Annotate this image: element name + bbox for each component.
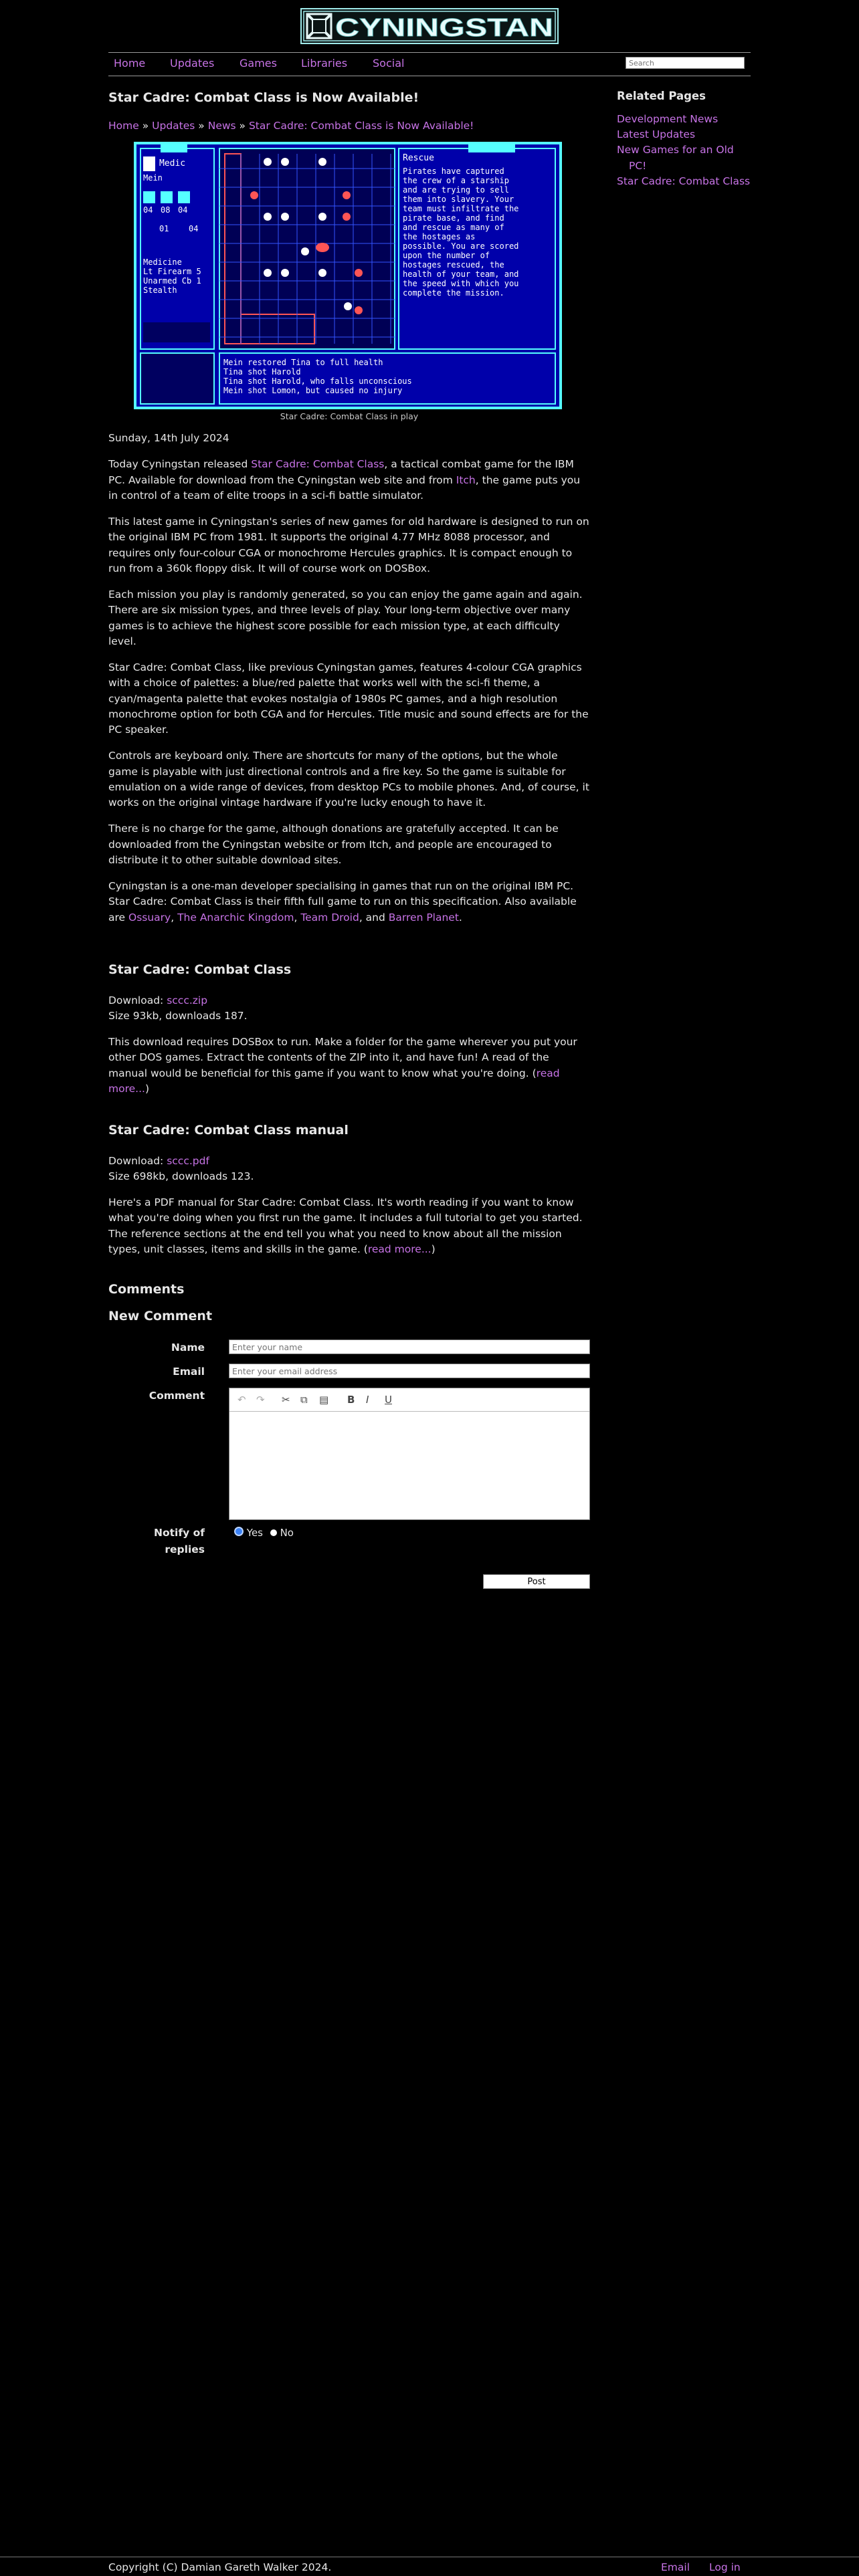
related-link[interactable]: Star Cadre: Combat Class [617,175,751,187]
download-zip-link[interactable]: sccc.zip [167,994,208,1006]
ossuary-link[interactable]: Ossuary [128,911,171,924]
cut-icon[interactable]: ✂ [282,1394,290,1406]
game-screenshot [134,142,562,409]
read-more-link[interactable]: read more... [367,1243,432,1255]
undo-icon[interactable]: ↶ [237,1394,246,1406]
para-text: , a tactical combat game for the IBM PC. Available for download from the Cyningstan web site and from [108,458,574,486]
search-input[interactable] [626,57,745,69]
mission-line-4: them into slavery. Your [403,195,514,204]
name-input[interactable] [229,1339,590,1354]
image-caption: Star Cadre: Combat Class in play [280,411,419,421]
download-description: Here's a PDF manual for Star Cadre: Combat Class. It's worth reading if you want to know what you're doing when you first run the game. It includes a full tutorial to get you started. The reference sections at the end tell you what you need to know about all the mission types, unit classes, items and skills in the game. (read more...) [108,1196,583,1255]
related-link[interactable]: Development News [617,112,719,125]
download-heading: Star Cadre: Combat Class [108,962,292,977]
post-button[interactable]: Post [483,1574,590,1589]
log-line-1: Mein restored Tina to full health [223,358,383,367]
download-meta: Size 698kb, downloads 123. [108,1170,254,1182]
unit-name: Medic [159,158,186,169]
editor-toolbar [229,1388,589,1412]
unit-stat-2: 08 [161,205,171,215]
name-label: Name [171,1341,205,1354]
log-line-4: Mein shot Lomon, but caused no injury [223,386,403,395]
unit-sub: Mein [143,173,163,183]
read-more-link[interactable]: read more... [108,1067,560,1095]
para-text: . [458,911,462,924]
anarchic-kingdom-link[interactable]: The Anarchic Kingdom [177,911,294,924]
related-pages [617,88,751,189]
site-logo[interactable] [300,8,559,44]
mission-line-3: and are trying to sell [403,185,509,195]
skill-3: Unarmed Cb 1 [143,276,201,286]
breadcrumb-updates[interactable]: Updates [152,119,195,132]
logo-text: CYNINGSTAN [335,14,553,42]
footer-copyright: Copyright (C) Damian Gareth Walker 2024. [108,2561,332,2573]
nav-updates[interactable]: Updates [170,57,215,70]
unit-stat-1: 04 [143,205,153,215]
comment-label: Comment [149,1390,205,1402]
mission-line-5: team must infiltrate the [403,204,519,213]
mission-line-12: health of your team, and [403,270,519,279]
download-line [108,1154,590,1169]
download-line [108,993,590,1008]
underline-icon[interactable]: U [385,1394,392,1406]
related-heading: Related Pages [617,90,706,102]
redo-icon[interactable]: ↷ [256,1394,265,1406]
download-desc-text: Here's a PDF manual for Star Cadre: Combat Class. It's worth reading if you want to know what you're doing when you first run the game. It includes a full tutorial to get you started. The reference sections at the end tell you what you need to know about all the mission types, unit classes, items and skills in the game. [108,1196,583,1255]
notify-label [108,1525,205,1558]
unit-stat-5: 04 [189,224,199,233]
download-pdf-link[interactable]: sccc.pdf [167,1154,209,1167]
email-label: Email [173,1366,205,1378]
mission-line-7: and rescue as many of [403,223,504,232]
log-line-2: Tina shot Harold [223,367,301,377]
game-link[interactable]: Star Cadre: Combat Class [251,458,385,471]
barren-planet-link[interactable]: Barren Planet [388,911,459,924]
mission-title: Rescue [403,153,434,163]
skill-1: Medicine [143,257,182,267]
mission-line-13: the speed with which you [403,279,519,288]
download-label: Download: [108,1154,167,1167]
nav-games[interactable]: Games [240,57,277,70]
mission-line-14: complete the mission. [403,288,504,298]
notify-options [234,1525,294,1541]
notify-yes-label: Yes [246,1527,263,1539]
article-paragraph: This latest game in Cyningstan's series of new games for old hardware is designed to run on the original IBM PC from 1981. It supports the original 4.77 MHz 8088 processor, and requires only four-colour CGA or monochrome Hercules graphics. It is compact enough to run from a 360k floppy disk. It will of course work on DOSBox. [108,516,589,574]
article-date: Sunday, 14th July 2024 [108,432,229,444]
italic-icon[interactable]: I [366,1394,369,1406]
related-link[interactable]: Latest Updates [617,128,696,140]
para-text: Cyningstan is a one-man developer specialising in games that run on the original IBM PC. Star Cadre: Combat Class is their fifth full game to run on this specification. Also available are [108,880,577,924]
breadcrumb-home[interactable]: Home [108,119,139,132]
article-paragraph: Star Cadre: Combat Class, like previous Cyningstan games, features 4-colour CGA graphics with a choice of palettes: a blue/red palette that works well with the sci-fi theme, a cyan/magenta palette that evokes nostalgia of 1980s PC games, and a high resolution monochrome option for both CGA and for Hercules. Title music and sound effects are for the PC speaker. [108,661,589,736]
breadcrumb-separator: » [239,119,246,132]
article-body [108,431,590,926]
unit-stat-4: 01 [159,224,169,233]
new-comment-heading: New Comment [108,1309,213,1323]
breadcrumb-separator: » [198,119,205,132]
log-line-3: Tina shot Harold, who falls unconscious [223,377,412,386]
nav-home[interactable]: Home [114,57,146,70]
para-text: Today Cyningstan released [108,458,252,471]
footer-email-link[interactable]: Email [661,2561,690,2573]
mission-line-9: possible. You are scored [403,241,519,251]
notify-label-line: replies [165,1543,205,1555]
notify-yes-radio[interactable] [234,1527,244,1536]
mission-line-10: upon the number of [403,251,490,260]
footer-login-link[interactable]: Log in [709,2561,741,2573]
download-section [108,960,590,1097]
breadcrumb-news[interactable]: News [207,119,236,132]
download-meta: Size 93kb, downloads 187. [108,1009,248,1022]
mission-line-1: Pirates have captured [403,167,504,176]
unit-stat-3: 04 [178,205,188,215]
notify-no-label: No [280,1527,294,1539]
mission-line-11: hostages rescued, the [403,260,504,270]
download-section [108,1121,590,1257]
related-link[interactable]: New Games for an Old PC! [617,144,734,172]
notify-no-radio[interactable] [270,1529,277,1536]
bold-icon[interactable]: B [347,1394,355,1406]
breadcrumb [108,118,590,134]
itch-link[interactable]: Itch [456,473,476,486]
main-content [108,88,590,139]
mission-line-2: the crew of a starship [403,176,509,185]
download-label: Download: [108,994,167,1006]
para-text: , the game puts you in control of a team of elite troops in a sci-fi battle simulator. [108,473,581,502]
nav-libraries[interactable]: Libraries [301,57,348,70]
breadcrumb-separator: » [142,119,149,132]
copy-icon[interactable]: ⧉ [300,1394,308,1406]
article-paragraph: Each mission you play is randomly generated, so you can enjoy the game again and again. There are six mission types, and three levels of play. Your long-term objective over many games is to achieve the highest score possible for each mission type, at each difficulty level. [108,588,583,647]
mission-line-6: pirate base, and find [403,213,504,223]
comments-heading: Comments [108,1282,185,1297]
article-paragraph: Cyningstan is a one-man developer specialising in games that run on the original IBM PC. Star Cadre: Combat Class is their fifth full game to run on this specification. Also available are Ossuary, The Anarchic Kingdom, Team Droid, and Barren Planet. [108,880,577,924]
breadcrumb-current[interactable]: Star Cadre: Combat Class is Now Available! [248,119,474,132]
article-paragraph: Controls are keyboard only. There are shortcuts for many of the options, but the whole game is playable with just directional controls and a fire key. So the game is suitable for emulation on a wide range of devices, from desktop PCs to mobile phones. And, of course, it works on the original vintage hardware if you're lucky enough to have it. [108,750,589,809]
email-input[interactable] [229,1364,590,1378]
team-droid-link[interactable]: Team Droid [300,911,359,924]
download-desc-text: This download requires DOSBox to run. Make a folder for the game wherever you put your other DOS games. Extract the contents of the ZIP into it, and have fun! A read of the manual would be beneficial for this game if you want to know what you're doing. [108,1036,577,1079]
skill-2: Lt Firearm 5 [143,267,201,276]
download-description: This download requires DOSBox to run. Make a folder for the game wherever you put your other DOS games. Extract the contents of the ZIP into it, and have fun! A read of the manual would be beneficial for this game if you want to know what you're doing. (read more...) [108,1036,577,1095]
article-paragraph: There is no charge for the game, although donations are gratefully accepted. It can be downloaded from the Cyningstan website or from Itch, and people are encouraged to distribute it to other suitable download sites. [108,823,559,866]
mission-line-8: the hostages as [403,232,476,241]
nav-social[interactable]: Social [373,57,405,70]
comment-editor[interactable] [229,1388,590,1520]
page-title: Star Cadre: Combat Class is Now Available! [108,90,419,105]
paste-icon[interactable]: ▤ [319,1394,329,1406]
download-heading: Star Cadre: Combat Class manual [108,1123,349,1138]
notify-label-line: Notify of [154,1527,205,1539]
skill-4: Stealth [143,286,177,295]
article-paragraph [108,457,590,504]
